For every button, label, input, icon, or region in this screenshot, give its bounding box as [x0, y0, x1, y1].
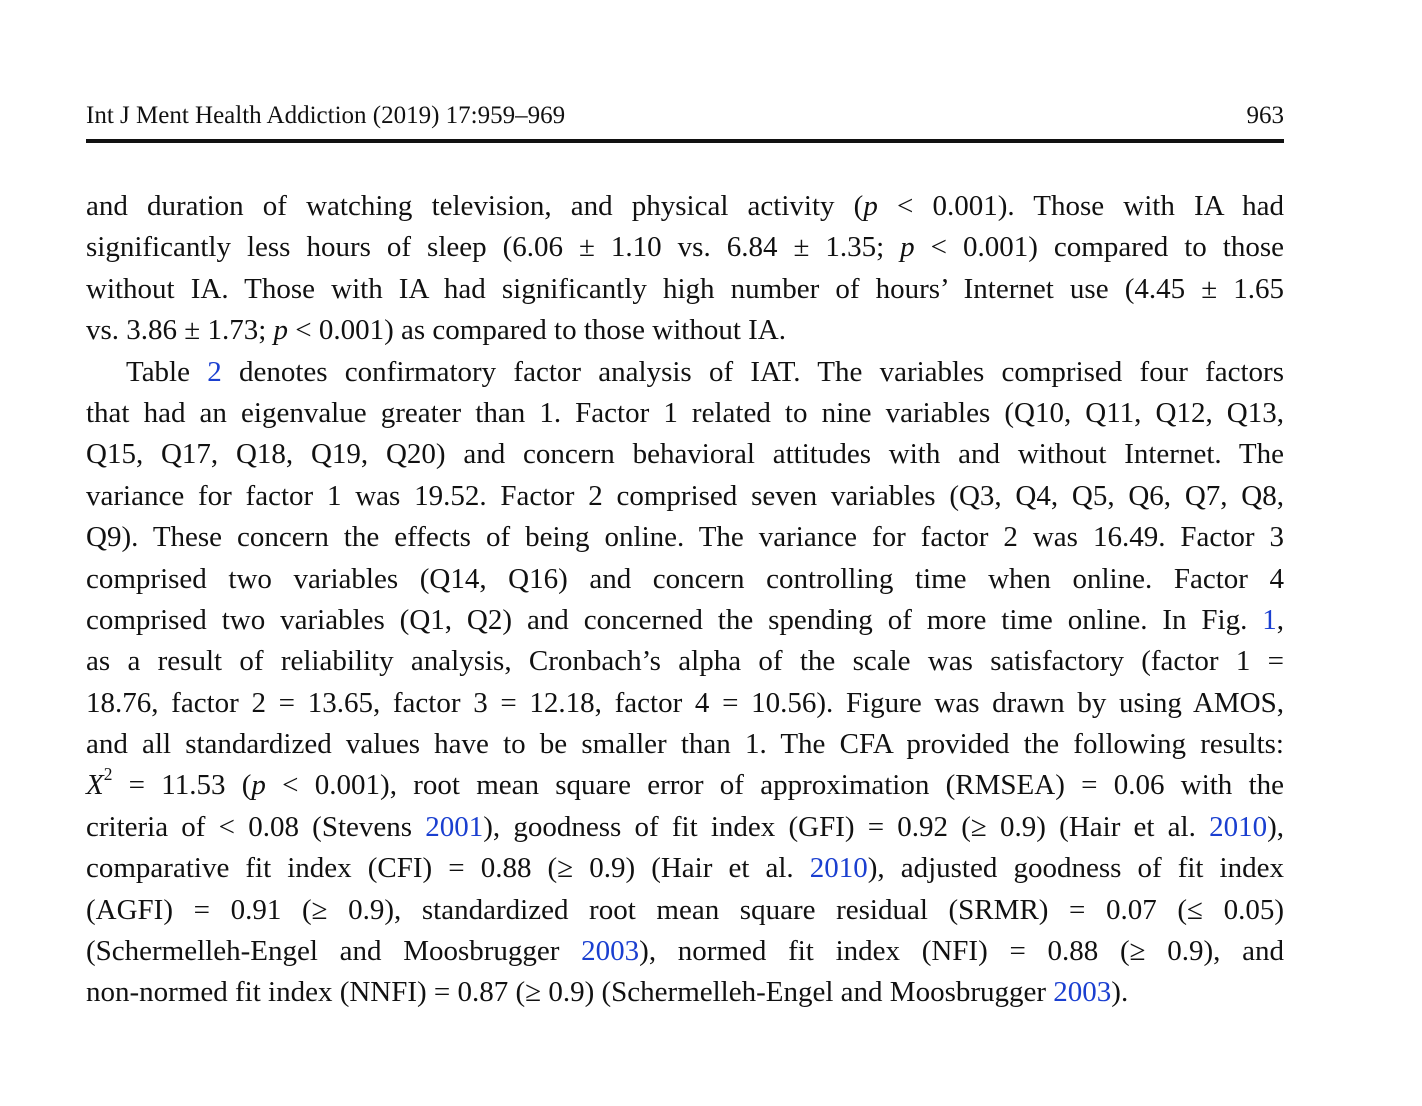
body-text — [86, 186, 1284, 1014]
page-number: 963 — [1246, 102, 1284, 129]
text-line: Table 2 denotes confirmatory factor analysis of IAT. The variables comprised four factors — [126, 355, 1284, 388]
text-line: Q15, Q17, Q18, Q19, Q20) and concern behavioral attitudes with and without Internet. The — [86, 438, 1284, 471]
journal-citation: Int J Ment Health Addiction (2019) 17:959–969 — [86, 102, 566, 129]
schermelleh-2003-link[interactable]: 2003 — [581, 935, 640, 968]
text-line: vs. 3.86 ± 1.73; p < 0.001) as compared to those without IA. — [86, 314, 786, 347]
text-line: $X^2 = 11.53$ (p < 0.001), root mean square error of approximation (RMSEA) = 0.06 with the — [86, 764, 1284, 802]
text-line: that had an eigenvalue greater than 1. Factor 1 related to nine variables (Q10, Q11, Q12, Q13, — [86, 396, 1284, 429]
stevens-2001-link[interactable]: 2001 — [425, 810, 484, 843]
text-line: (AGFI) = 0.91 (≥ 0.9), standardized root mean square residual (SRMR) = 0.07 (≤ 0.05) — [86, 893, 1284, 926]
text-line: significantly less hours of sleep (6.06 ± 1.10 vs. 6.84 ± 1.35; p < 0.001) compared to those — [86, 231, 1284, 264]
hair-2010-link[interactable]: 2010 — [1209, 810, 1268, 843]
text-line: without IA. Those with IA had significantly high number of hours’ Internet use (4.45 ± 1.65 — [86, 272, 1284, 305]
schermelleh-2003-link[interactable]: 2003 — [1053, 976, 1112, 1009]
text-line: comprised two variables (Q1, Q2) and concerned the spending of more time online. In Fig. 1, — [86, 603, 1284, 636]
text-line: Q9). These concern the effects of being online. The variance for factor 2 was 16.49. Factor 3 — [86, 521, 1284, 554]
hair-2010-link[interactable]: 2010 — [809, 852, 868, 885]
table-2-link[interactable]: 2 — [207, 355, 222, 388]
text-line: (Schermelleh-Engel and Moosbrugger 2003), normed fit index (NFI) = 0.88 (≥ 0.9), and — [86, 935, 1285, 968]
text-line: variance for factor 1 was 19.52. Factor 2 comprised seven variables (Q3, Q4, Q5, Q6, Q7, Q8, — [86, 479, 1284, 512]
text-line: and duration of watching television, and physical activity (p < 0.001). Those with IA had — [86, 190, 1284, 222]
text-line: comparative fit index (CFI) = 0.88 (≥ 0.9) (Hair et al. 2010), adjusted goodness of fit index — [86, 852, 1284, 885]
text-line: as a result of reliability analysis, Cronbach’s alpha of the scale was satisfactory (factor 1 = — [86, 645, 1284, 678]
text-line: comprised two variables (Q14, Q16) and concern controlling time when online. Factor 4 — [86, 562, 1284, 595]
text-line: 18.76, factor 2 = 13.65, factor 3 = 12.18, factor 4 = 10.56). Figure was drawn by using AMOS, — [86, 686, 1284, 719]
text-line: criteria of < 0.08 (Stevens 2001), goodness of fit index (GFI) = 0.92 (≥ 0.9) (Hair et al. 2010), — [86, 810, 1284, 843]
figure-1-link[interactable]: 1 — [1262, 603, 1277, 636]
text-line: and all standardized values have to be smaller than 1. The CFA provided the following results: — [86, 728, 1284, 761]
text-line: non-normed fit index (NNFI) = 0.87 (≥ 0.9) (Schermelleh-Engel and Moosbrugger 2003). — [86, 976, 1129, 1009]
running-header — [86, 100, 1284, 132]
header-rule — [86, 139, 1284, 143]
